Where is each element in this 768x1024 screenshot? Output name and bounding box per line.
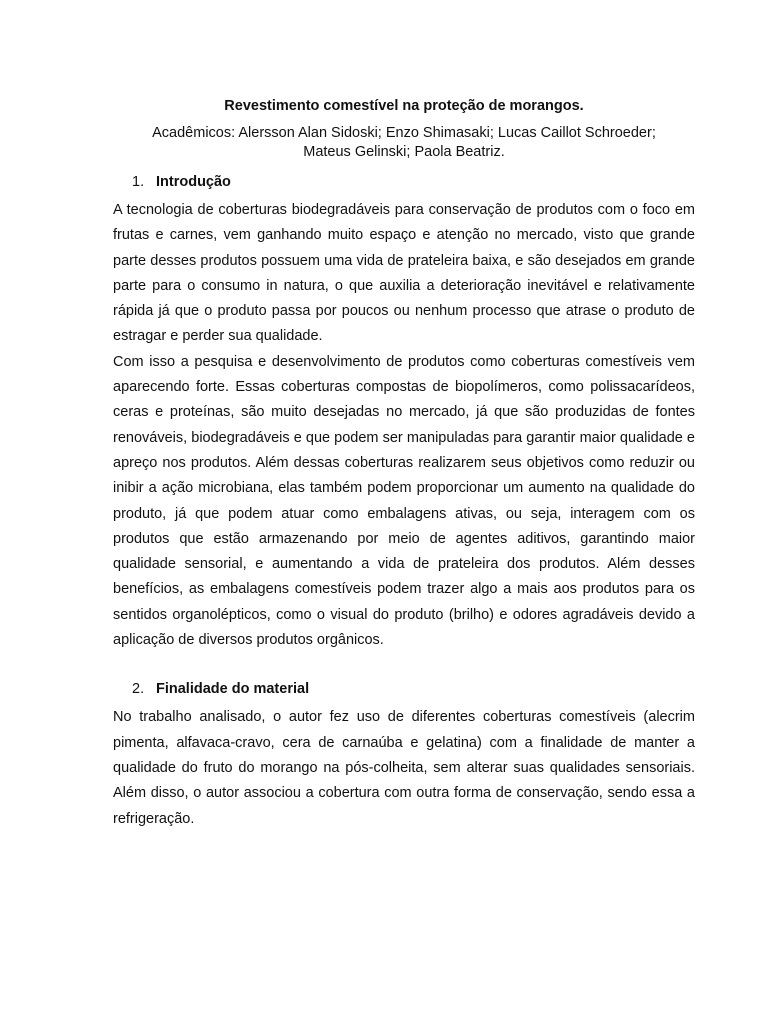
section-number: 2. [132, 681, 145, 698]
paragraph-intro-1: A tecnologia de coberturas biodegradáveis para conservação de produtos com o foco em frutas e carnes, vem ganhando muito espaço e atenção no mercado, visto que grande parte desses produtos possuem uma vida de prateleira baixa, e são desejados em grande parte para o consumo in natura, o que auxilia a deterioração inevitável e relativamente rápida já que o produto passa por poucos ou nenhum processo que atrase o produto de estragar e perder sua qualidade. [113, 202, 695, 345]
paragraph-intro-2: Com isso a pesquisa e desenvolvimento de produtos como coberturas comestíveis vem aparecendo forte. Essas coberturas compostas de biopolímeros, como polissacarídeos, ceras e proteínas, são muito desejadas no mercado, já que são produzidas de fontes renováveis, biodegradáveis e que podem ser manipuladas para garantir maior qualidade e apreço nos produtos. Além dessas coberturas realizarem seus objetivos como reduzir ou inibir a ação microbiana, elas também podem proporcionar um aumento na qualidade do produto, já que podem atuar como embalagens ativas, ou seja, interagem com os produtos que estão armazenando por meio de agentes aditivos, garantindo maior qualidade sensorial, e aumentando a vida de prateleira dos produtos. Além desses benefícios, as embalagens comestíveis podem trazer algo a mais aos produtos para os sentidos organolépticos, como o visual do produto (brilho) e odores agradáveis devido a aplicação de diversos produtos orgânicos. [113, 353, 695, 649]
section-heading-introducao [132, 172, 695, 192]
authors-block [113, 124, 695, 162]
section-title: Finalidade do material [156, 681, 310, 698]
section-title: Introdução [156, 174, 231, 190]
document-title: Revestimento comestível na proteção de morangos. [224, 98, 584, 114]
authors-line-2: Mateus Gelinski; Paola Beatriz. [303, 144, 505, 160]
document-page [113, 96, 695, 832]
authors-line-1: Acadêmicos: Alersson Alan Sidoski; Enzo Shimasaki; Lucas Caillot Schroeder; [152, 125, 656, 141]
section-heading-finalidade [132, 679, 695, 699]
section-spacer [113, 653, 695, 679]
paragraph-finalidade-1: No trabalho analisado, o autor fez uso de diferentes coberturas comestíveis (alecrim pimenta, alfavaca-cravo, cera de carnaúba e gelatina) com a finalidade de manter a qualidade do fruto do morango na pós-colheita, sem alterar suas qualidades sensoriais. Além disso, o autor associou a cobertura com outra forma de conservação, sendo essa a refrigeração. [113, 709, 695, 827]
section-number: 1. [132, 174, 145, 190]
